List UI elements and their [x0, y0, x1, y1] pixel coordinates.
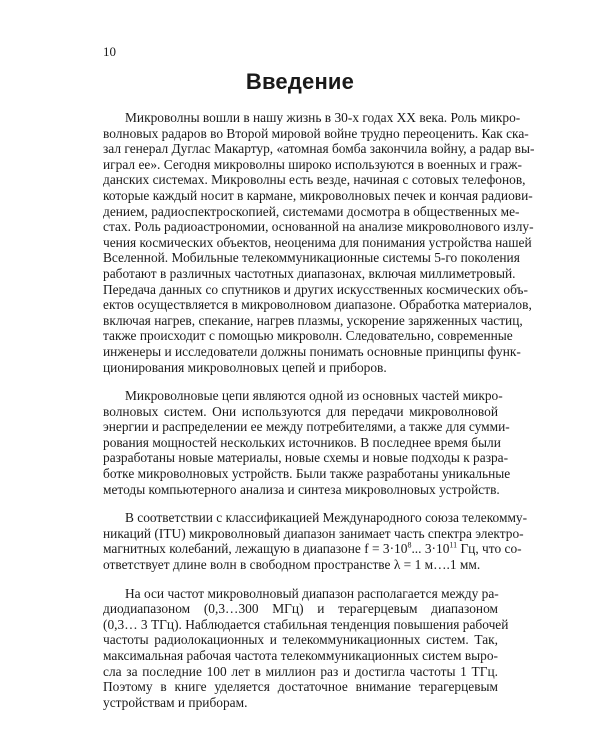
text-line: никаций (ITU) микроволновый диапазон занимает часть спектра электро- [103, 525, 524, 541]
formula-line [103, 540, 522, 557]
text-line: Передача данных со спутников и других искусственных космических объ- [103, 281, 528, 297]
text-line: Микроволновые цепи являются одной из основных частей микро- [125, 388, 503, 404]
paragraph-2 [103, 388, 511, 497]
text-line: разработаны новые материалы, новые схемы и новые подходы к разра- [103, 450, 509, 466]
formula-text: Гц, что со- [457, 541, 522, 557]
text-line: методы компьютерного анализа и синтеза микроволновых устройств. [103, 481, 500, 497]
text-line: Вселенной. Мобильные телекоммуникационные системы 5-го поколения [103, 250, 520, 266]
paragraph-4 [103, 585, 509, 711]
page-number: 10 [103, 44, 116, 59]
text-line: ционирования микроволновых цепей и приборов. [103, 359, 387, 375]
formula-text: магнитных колебаний, лежащую в диапазоне f = 3·10 [103, 541, 408, 557]
text-line: волновых радаров во Второй мировой войне трудно переоценить. Как ска- [103, 125, 529, 141]
text-line: дением, радиоспектроскопией, системами досмотра в общественных ме- [103, 203, 520, 219]
text-line: рования мощностей нескольких источников. В последнее время были [103, 434, 501, 450]
text-line: зал генерал Дуглас Макартур, «атомная бомба закончила войну, а радар вы- [103, 141, 535, 157]
text-line: ботке микроволновых устройств. Были также разработаны уникальные [103, 466, 511, 482]
exponent: 8 [407, 540, 412, 550]
text-line: стах. Роль радиоастрономии, основанной на анализе микроволнового излу- [103, 219, 534, 235]
text-line: играл ее». Сегодня микроволны широко используются в военных и граж- [103, 156, 522, 172]
body-text [103, 110, 535, 723]
text-line: включая нагрев, спекание, нагрев плазмы, ускорение заряженных частиц, [103, 312, 523, 328]
text-line: работают в различных частотных диапазонах, включая миллиметровый. [103, 265, 516, 281]
formula-text: ... 3·10 [411, 541, 450, 557]
text-line: сла за последние 100 лет в миллион раз и достигла частоты 1 ТГц. [103, 663, 498, 679]
paragraph-1 [103, 110, 535, 375]
text-line: (0,3… 3 ТГц). Наблюдается стабильная тенденция повышения рабочей [103, 616, 509, 632]
text-line: энергии и распределении ее между потребителями, а также для сумми- [103, 419, 510, 435]
text-line: устройствам и приборам. [103, 694, 248, 710]
text-line: данских системах. Микроволны есть везде, начиная с сотовых телефонов, [103, 172, 526, 188]
chapter-title: Введение [245, 69, 355, 94]
text-line: Поэтому в книге уделяется достаточное внимание терагерцевым [103, 679, 498, 695]
text-line: которые каждый носит в кармане, микроволновых печек и кончая радиови- [103, 187, 533, 203]
exponent: 11 [449, 540, 458, 550]
text-line: также происходит с помощью микроволн. Следовательно, современные [103, 328, 513, 344]
text-line: В соответствии с классификацией Международного союза телекомму- [125, 510, 528, 526]
text-line: ектов осуществляется в микроволновом диапазоне. Обработка материалов, [103, 297, 532, 313]
text-line: инженеры и исследователи должны понимать основные принципы функ- [103, 343, 521, 359]
text-line: волновых систем. Они используются для передачи микроволновой [103, 403, 498, 419]
text-line: ответствует длине волн в свободном пространстве λ = 1 м….1 мм. [103, 557, 481, 573]
text-line: Микроволны вошли в нашу жизнь в 30-х годах XX века. Роль микро- [125, 110, 521, 125]
text-line: диодиапазоном (0,3…300 МГц) и терагерцевым диапазоном [103, 601, 498, 617]
text-line: максимальная рабочая частота телекоммуникационных систем выро- [103, 648, 498, 663]
text-line: частоты радиолокационных и телекоммуникационных систем. Так, [103, 632, 498, 648]
text-line: На оси частот микроволновый диапазон располагается между ра- [125, 585, 499, 601]
text-line: чения космических объектов, неоценима для понимания устройства нашей [103, 234, 532, 250]
paragraph-3 [103, 510, 528, 573]
